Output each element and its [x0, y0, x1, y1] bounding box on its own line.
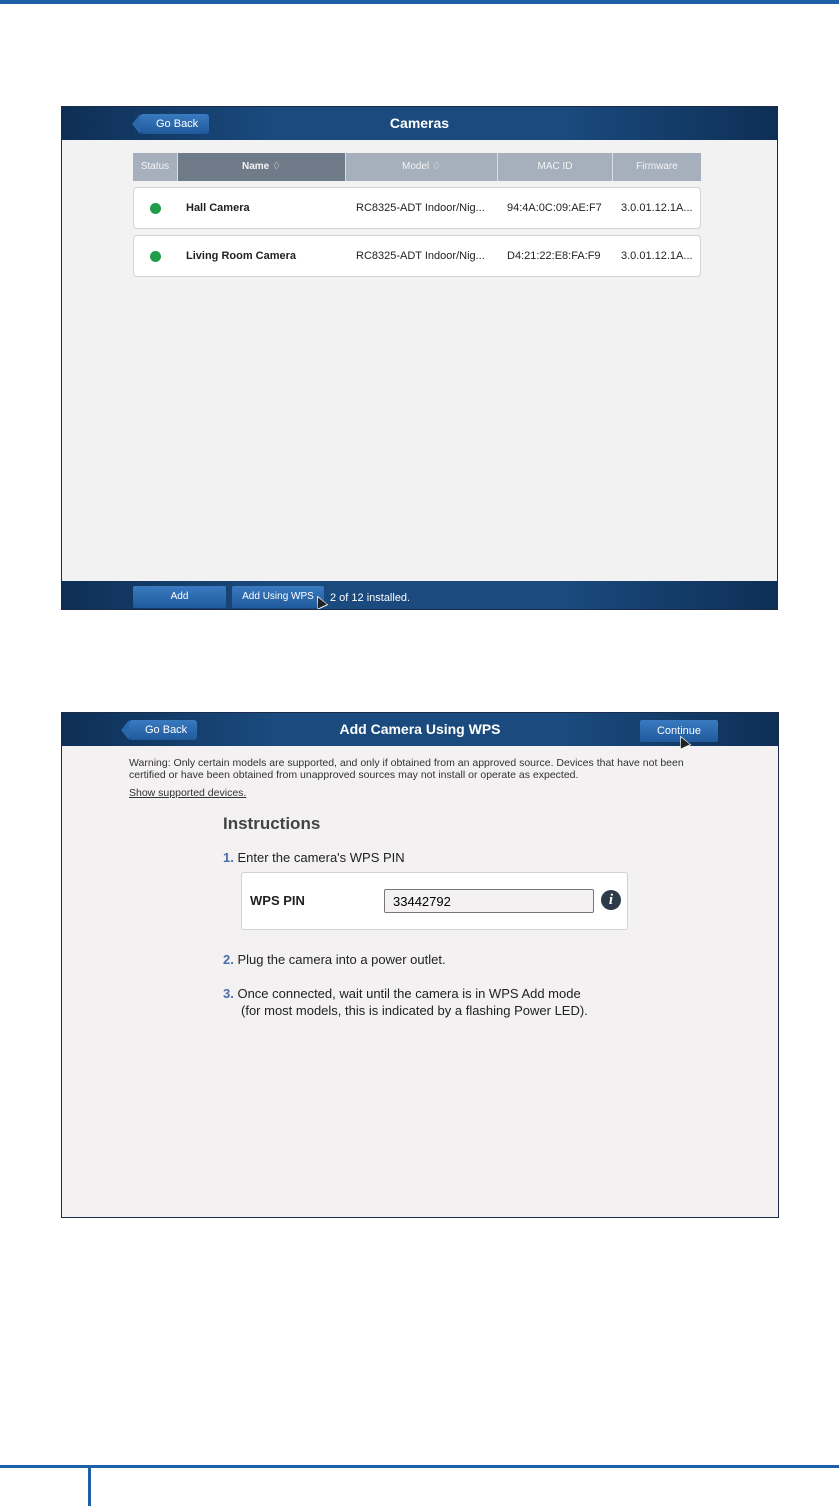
instruction-step	[223, 849, 405, 866]
add-button[interactable]: Add	[133, 586, 226, 608]
camera-name: Hall Camera	[186, 202, 250, 214]
camera-name: Living Room Camera	[186, 250, 297, 262]
step-text: (for most models, this is indicated by a flashing Power LED).	[241, 1003, 588, 1018]
cameras-footer	[62, 581, 777, 609]
page-title: Add Camera Using WPS	[339, 721, 501, 737]
instructions-heading: Instructions	[223, 814, 321, 833]
column-status[interactable]: Status	[133, 153, 178, 181]
add-using-wps-button[interactable]: Add Using WPS	[232, 586, 324, 608]
show-supported-devices-link[interactable]: Show supported devices.	[129, 787, 247, 799]
step-number: 1.	[223, 850, 234, 865]
camera-firmware: 3.0.01.12.1A...	[621, 250, 693, 262]
column-name[interactable]: Name ♢	[178, 153, 346, 181]
wps-pin-input[interactable]	[384, 889, 594, 913]
info-icon[interactable]: i	[601, 890, 621, 910]
wps-pin-label: WPS PIN	[250, 893, 305, 908]
camera-mac: D4:21:22:E8:FA:F9	[507, 250, 601, 262]
step-number: 3.	[223, 986, 234, 1001]
table-row[interactable]	[133, 187, 701, 229]
table-row[interactable]	[133, 235, 701, 277]
instruction-step-continued	[241, 1002, 588, 1019]
document-top-rule	[0, 0, 839, 4]
camera-model: RC8325-ADT Indoor/Nig...	[356, 250, 485, 262]
status-online-icon	[150, 203, 161, 214]
cameras-screen	[61, 106, 778, 610]
camera-model: RC8325-ADT Indoor/Nig...	[356, 202, 485, 214]
column-model[interactable]: Model ♢	[346, 153, 498, 181]
column-mac-id[interactable]: MAC ID	[498, 153, 613, 181]
step-text: Plug the camera into a power outlet.	[237, 952, 446, 967]
camera-firmware: 3.0.01.12.1A...	[621, 202, 693, 214]
document-margin-tick	[88, 1465, 91, 1506]
page-title: Cameras	[389, 115, 450, 131]
step-text: Enter the camera's WPS PIN	[237, 850, 405, 865]
wps-titlebar	[62, 713, 778, 746]
wps-pin-box	[241, 872, 628, 930]
installed-count: 2 of 12 installed.	[330, 592, 411, 604]
instruction-step	[223, 985, 581, 1002]
go-back-label: Go Back	[145, 724, 188, 736]
table-header	[133, 153, 701, 181]
go-back-label: Go Back	[156, 118, 199, 130]
warning-text: Warning: Only certain models are supported, and only if obtained from an approved source. Devices that have not been certified or have been obtained from unapproved sources may not install or operate as expected.	[129, 757, 684, 781]
add-camera-wps-screen	[61, 712, 779, 1218]
step-text: Once connected, wait until the camera is in WPS Add mode	[237, 986, 581, 1001]
instruction-step	[223, 951, 446, 968]
cameras-titlebar	[62, 107, 777, 140]
column-firmware[interactable]: Firmware	[613, 153, 701, 181]
continue-button[interactable]: Continue	[640, 720, 718, 742]
step-number: 2.	[223, 952, 234, 967]
camera-mac: 94:4A:0C:09:AE:F7	[507, 202, 602, 214]
document-bottom-rule	[0, 1465, 839, 1468]
status-online-icon	[150, 251, 161, 262]
